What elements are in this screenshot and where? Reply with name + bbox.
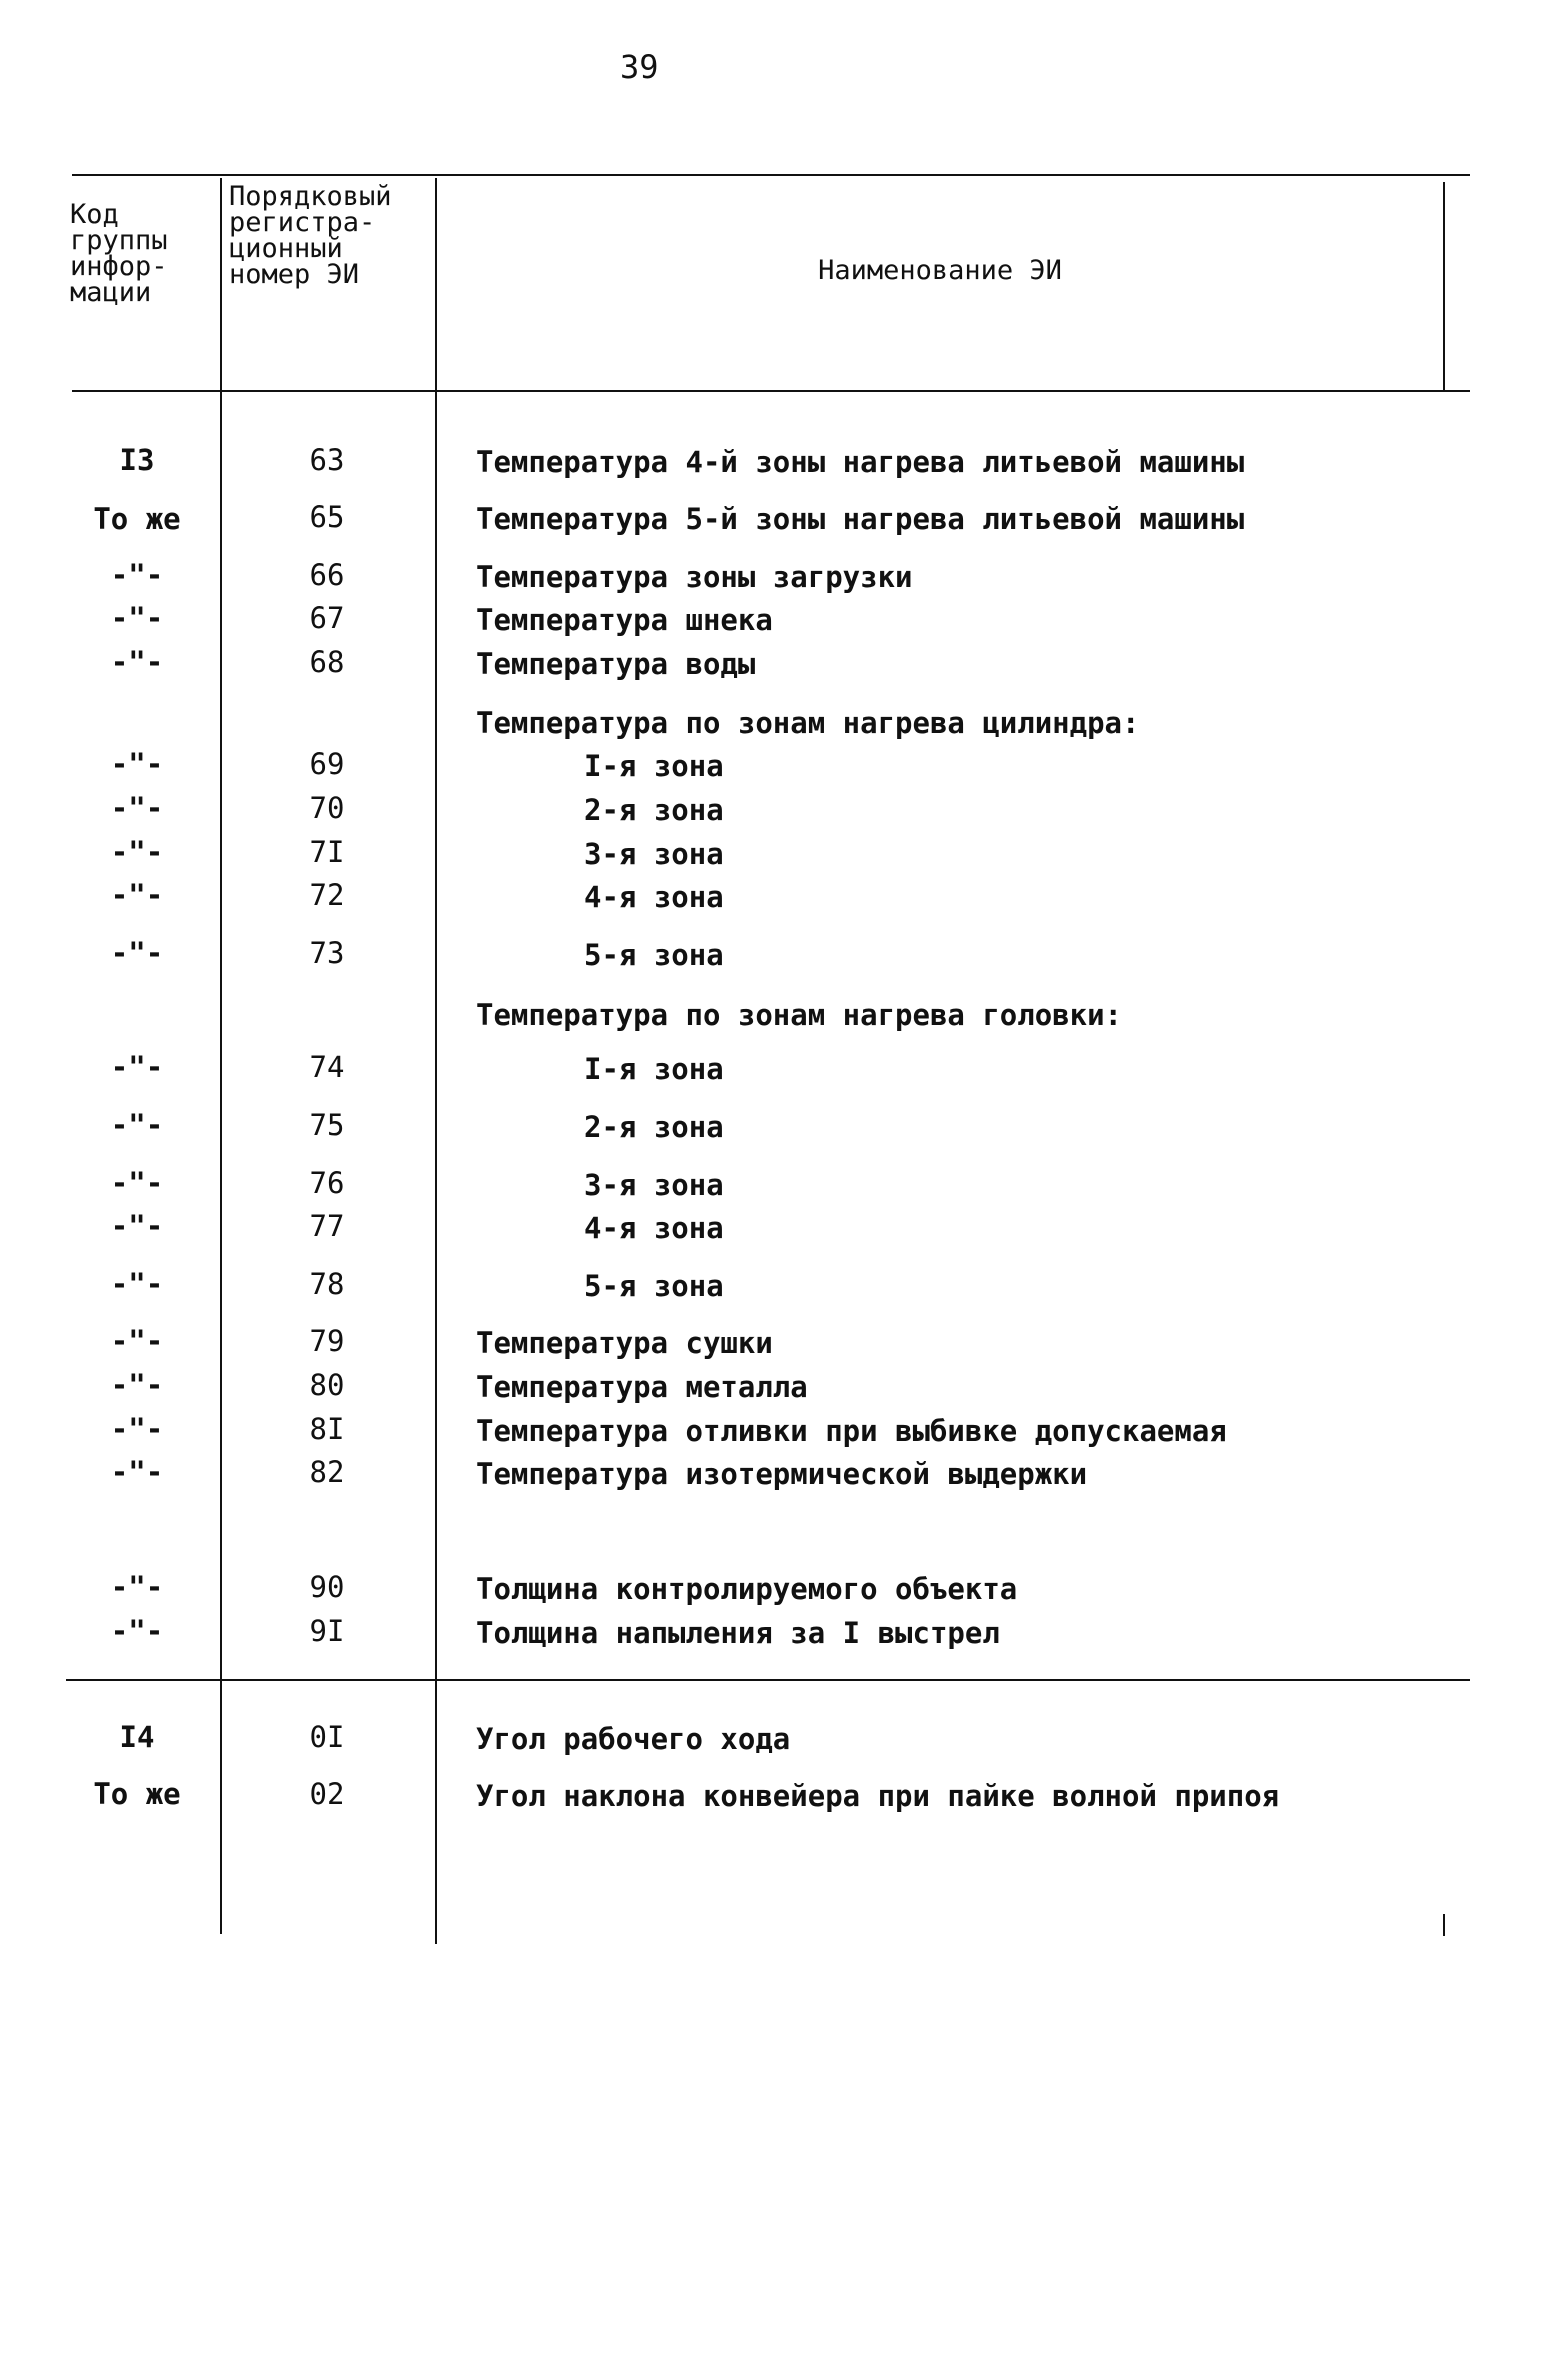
group-code-cell: -"- [110, 1267, 164, 1301]
reg-number-cell: 67 [309, 601, 345, 635]
reg-number-cell: 72 [309, 878, 345, 912]
reg-number-cell: 02 [309, 1777, 345, 1811]
group-code-cell: -"- [110, 601, 164, 635]
name-cell: 4-я зона [584, 1211, 724, 1245]
name-cell: Температура 4-й зоны нагрева литьевой машины [476, 445, 1245, 479]
name-cell: 5-я зона [584, 1269, 724, 1303]
group-code-cell: -"- [110, 1570, 164, 1604]
name-cell: 2-я зона [584, 1110, 724, 1144]
reg-number-cell: 79 [309, 1324, 345, 1358]
name-cell: Температура изотермической выдержки [476, 1457, 1088, 1491]
group-code-cell: I4 [119, 1720, 155, 1754]
group-code-cell: -"- [110, 747, 164, 781]
reg-number-cell: 82 [309, 1455, 345, 1489]
reg-number-cell: 7I [309, 835, 345, 869]
group-code-cell: -"- [110, 1324, 164, 1358]
header-registration-number: Порядковый регистра-ционный номер ЭИ [229, 181, 392, 290]
name-cell: Температура воды [476, 647, 756, 681]
name-cell: 3-я зона [584, 1168, 724, 1202]
name-cell: Температура металла [476, 1370, 808, 1404]
group-code-cell: -"- [110, 791, 164, 825]
group-code-cell: -"- [110, 1412, 164, 1446]
name-cell: Угол рабочего хода [476, 1722, 791, 1756]
column-divider-2 [435, 178, 437, 1944]
reg-number-cell: 0I [309, 1720, 345, 1754]
reg-number-cell: 76 [309, 1166, 345, 1200]
group-code-cell: -"- [110, 558, 164, 592]
column-divider-right [1443, 182, 1445, 392]
table-top-rule [72, 174, 1470, 176]
name-cell: 4-я зона [584, 880, 724, 914]
reg-number-cell: 75 [309, 1108, 345, 1142]
name-cell: Температура 5-й зоны нагрева литьевой машины [476, 502, 1245, 536]
group-code-cell: То же [93, 502, 181, 536]
section-heading-cell: Температура по зонам нагрева головки: [476, 998, 1123, 1032]
section-heading-cell: Температура по зонам нагрева цилиндра: [476, 706, 1140, 740]
group-code-cell: -"- [110, 1614, 164, 1648]
name-cell: Угол наклона конвейера при пайке волной припоя [476, 1779, 1280, 1813]
reg-number-cell: 65 [309, 500, 345, 534]
group-code-cell: -"- [110, 1209, 164, 1243]
header-bottom-rule [72, 390, 1470, 392]
name-cell: Температура зоны загрузки [476, 560, 913, 594]
group-code-cell: -"- [110, 645, 164, 679]
name-cell: Толщина напыления за I выстрел [476, 1616, 1000, 1650]
reg-number-cell: 77 [309, 1209, 345, 1243]
group-code-cell: -"- [110, 936, 164, 970]
group-code-cell: -"- [110, 1050, 164, 1084]
header-name: Наименование ЭИ [818, 255, 1062, 286]
name-cell: 3-я зона [584, 837, 724, 871]
group-code-cell: -"- [110, 1368, 164, 1402]
group-code-cell: -"- [110, 1455, 164, 1489]
group-code-cell: -"- [110, 1108, 164, 1142]
name-cell: Температура отливки при выбивке допускаемая [476, 1414, 1227, 1448]
reg-number-cell: 63 [309, 443, 345, 477]
reg-number-cell: 8I [309, 1412, 345, 1446]
group-divider-rule [66, 1679, 1470, 1681]
reg-number-cell: 9I [309, 1614, 345, 1648]
reg-number-cell: 78 [309, 1267, 345, 1301]
name-cell: Толщина контролируемого объекта [476, 1572, 1018, 1606]
header-group-code: Код группы инфор-мации [70, 199, 168, 308]
reg-number-cell: 90 [309, 1570, 345, 1604]
reg-number-cell: 70 [309, 791, 345, 825]
reg-number-cell: 80 [309, 1368, 345, 1402]
name-cell: Температура сушки [476, 1326, 773, 1360]
reg-number-cell: 68 [309, 645, 345, 679]
name-cell: I-я зона [584, 749, 724, 783]
name-cell: 5-я зона [584, 938, 724, 972]
name-cell: Температура шнека [476, 603, 773, 637]
group-code-cell: То же [93, 1777, 181, 1811]
name-cell: 2-я зона [584, 793, 724, 827]
reg-number-cell: 74 [309, 1050, 345, 1084]
group-code-cell: -"- [110, 835, 164, 869]
page-number: 39 [620, 48, 659, 86]
group-code-cell: I3 [119, 443, 155, 477]
group-code-cell: -"- [110, 878, 164, 912]
group-code-cell: -"- [110, 1166, 164, 1200]
column-divider-right-lower [1443, 1914, 1445, 1936]
reg-number-cell: 66 [309, 558, 345, 592]
name-cell: I-я зона [584, 1052, 724, 1086]
reg-number-cell: 69 [309, 747, 345, 781]
reg-number-cell: 73 [309, 936, 345, 970]
